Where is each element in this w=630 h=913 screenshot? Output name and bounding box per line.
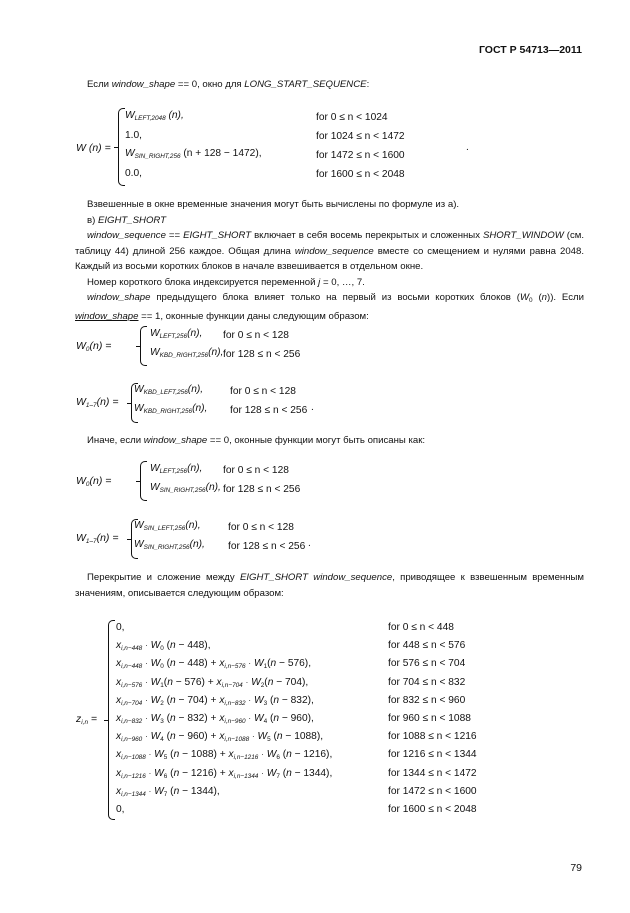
paragraph-otherwise: Иначе, если window_shape == 0, оконные функции могут быть описаны как: — [87, 435, 426, 446]
z-row-condition: for 960 ≤ n < 1088 — [388, 713, 471, 724]
z-row-condition: for 0 ≤ n < 448 — [388, 622, 454, 633]
z-row-expr: $x_{i,n-576} \cdot W_1(n - 576) + x_{i,n-704} \cdot W_2(n - 704)$, — [116, 676, 309, 689]
z-row-condition: for 1600 ≤ n < 2048 — [388, 804, 477, 815]
z-row-expr: $x_{i,n-448} \cdot W_0$ (n − 448), — [116, 640, 211, 653]
z-row-condition: for 704 ≤ n < 832 — [388, 676, 466, 688]
z-row-expr: $x_{i,n-1216} \cdot W_6$ $(n - 1216) + x_{i,n-1344} \cdot W_7$ (n − 1344), — [116, 767, 333, 780]
z-row-expr: $x_{i,n-832} \cdot W_3$ $(n - 832) + x_{i,n-960} \cdot W_4$ (n − 960), — [116, 713, 314, 725]
z-row-condition: for 576 ≤ n < 704 — [388, 658, 466, 670]
z-row-expr: 0, — [116, 804, 125, 815]
standard-header: ГОСТ Р 54713—2011 — [478, 44, 582, 56]
z-row-condition: for 1088 ≤ n < 1216 — [388, 731, 477, 743]
z-row-expr: $x_{i,n-1344} \cdot W_7$ (n − 1344), — [116, 785, 220, 798]
paragraph-eight-short: Взвешенные в окне временные значения могут быть вычислены по формуле из а). в) EIGHT_SHORT window_sequence == EIGHT_SHORT включает в себя восемь перекрытых и сложенных SHORT_WINDOW (см. таблицу 44) длиной 256 каждое. Общая длина window_sequence вместе со смещением и нулями равна 2048. Каждый из восьми коротких блоков в начале взвешивается в отдельном окне. Номер короткого блока индексируется переменной j = 0, …, 7. window_shape предыдущего блока влияет только на первый из восьми коротких блоков ($W_0$ (n)). Если window_shape == 1, оконные функции даны следующим образом: — [75, 199, 584, 322]
z-row-expr: 0, — [116, 622, 125, 633]
z-row-expr: $x_{i,n-448} \cdot W_0$ $(n - 448) + x_{i,n-576} \cdot W_1(n - 576)$, — [116, 658, 312, 671]
z-row-expr: $x_{i,n-1088} \cdot W_5$ $(n - 1088) + x_{i,n-1216} \cdot W_6$ (n − 1216), — [116, 749, 333, 762]
z-row-condition: for 1216 ≤ n < 1344 — [388, 749, 477, 761]
z-row-expr: $x_{i,n-960} \cdot W_4$ $(n - 960) + x_{i,n-1088} \cdot W_5$ (n − 1088), — [116, 731, 324, 744]
z-row-expr: $x_{i,n-704} \cdot W_2$ $(n - 704) + x_{i,n-832} \cdot W_3$ (n − 832), — [116, 694, 314, 707]
z-row-condition: for 448 ≤ n < 576 — [388, 640, 466, 652]
z-row-condition: for 1472 ≤ n < 1600 — [388, 785, 477, 797]
paragraph-overlap-add: Перекрытие и сложение между EIGHT_SHORT window_sequence, приводящее к взвешенным временным значениям, описывается следующим образом: — [75, 572, 584, 599]
z-row-condition: for 1344 ≤ n < 1472 — [388, 767, 477, 779]
paragraph-window-shape-zero: Если window_shape == 0, окно для LONG_START_SEQUENCE: — [87, 79, 370, 90]
page-number: 79 — [570, 862, 582, 874]
z-row-condition: for 832 ≤ n < 960 — [388, 694, 466, 706]
